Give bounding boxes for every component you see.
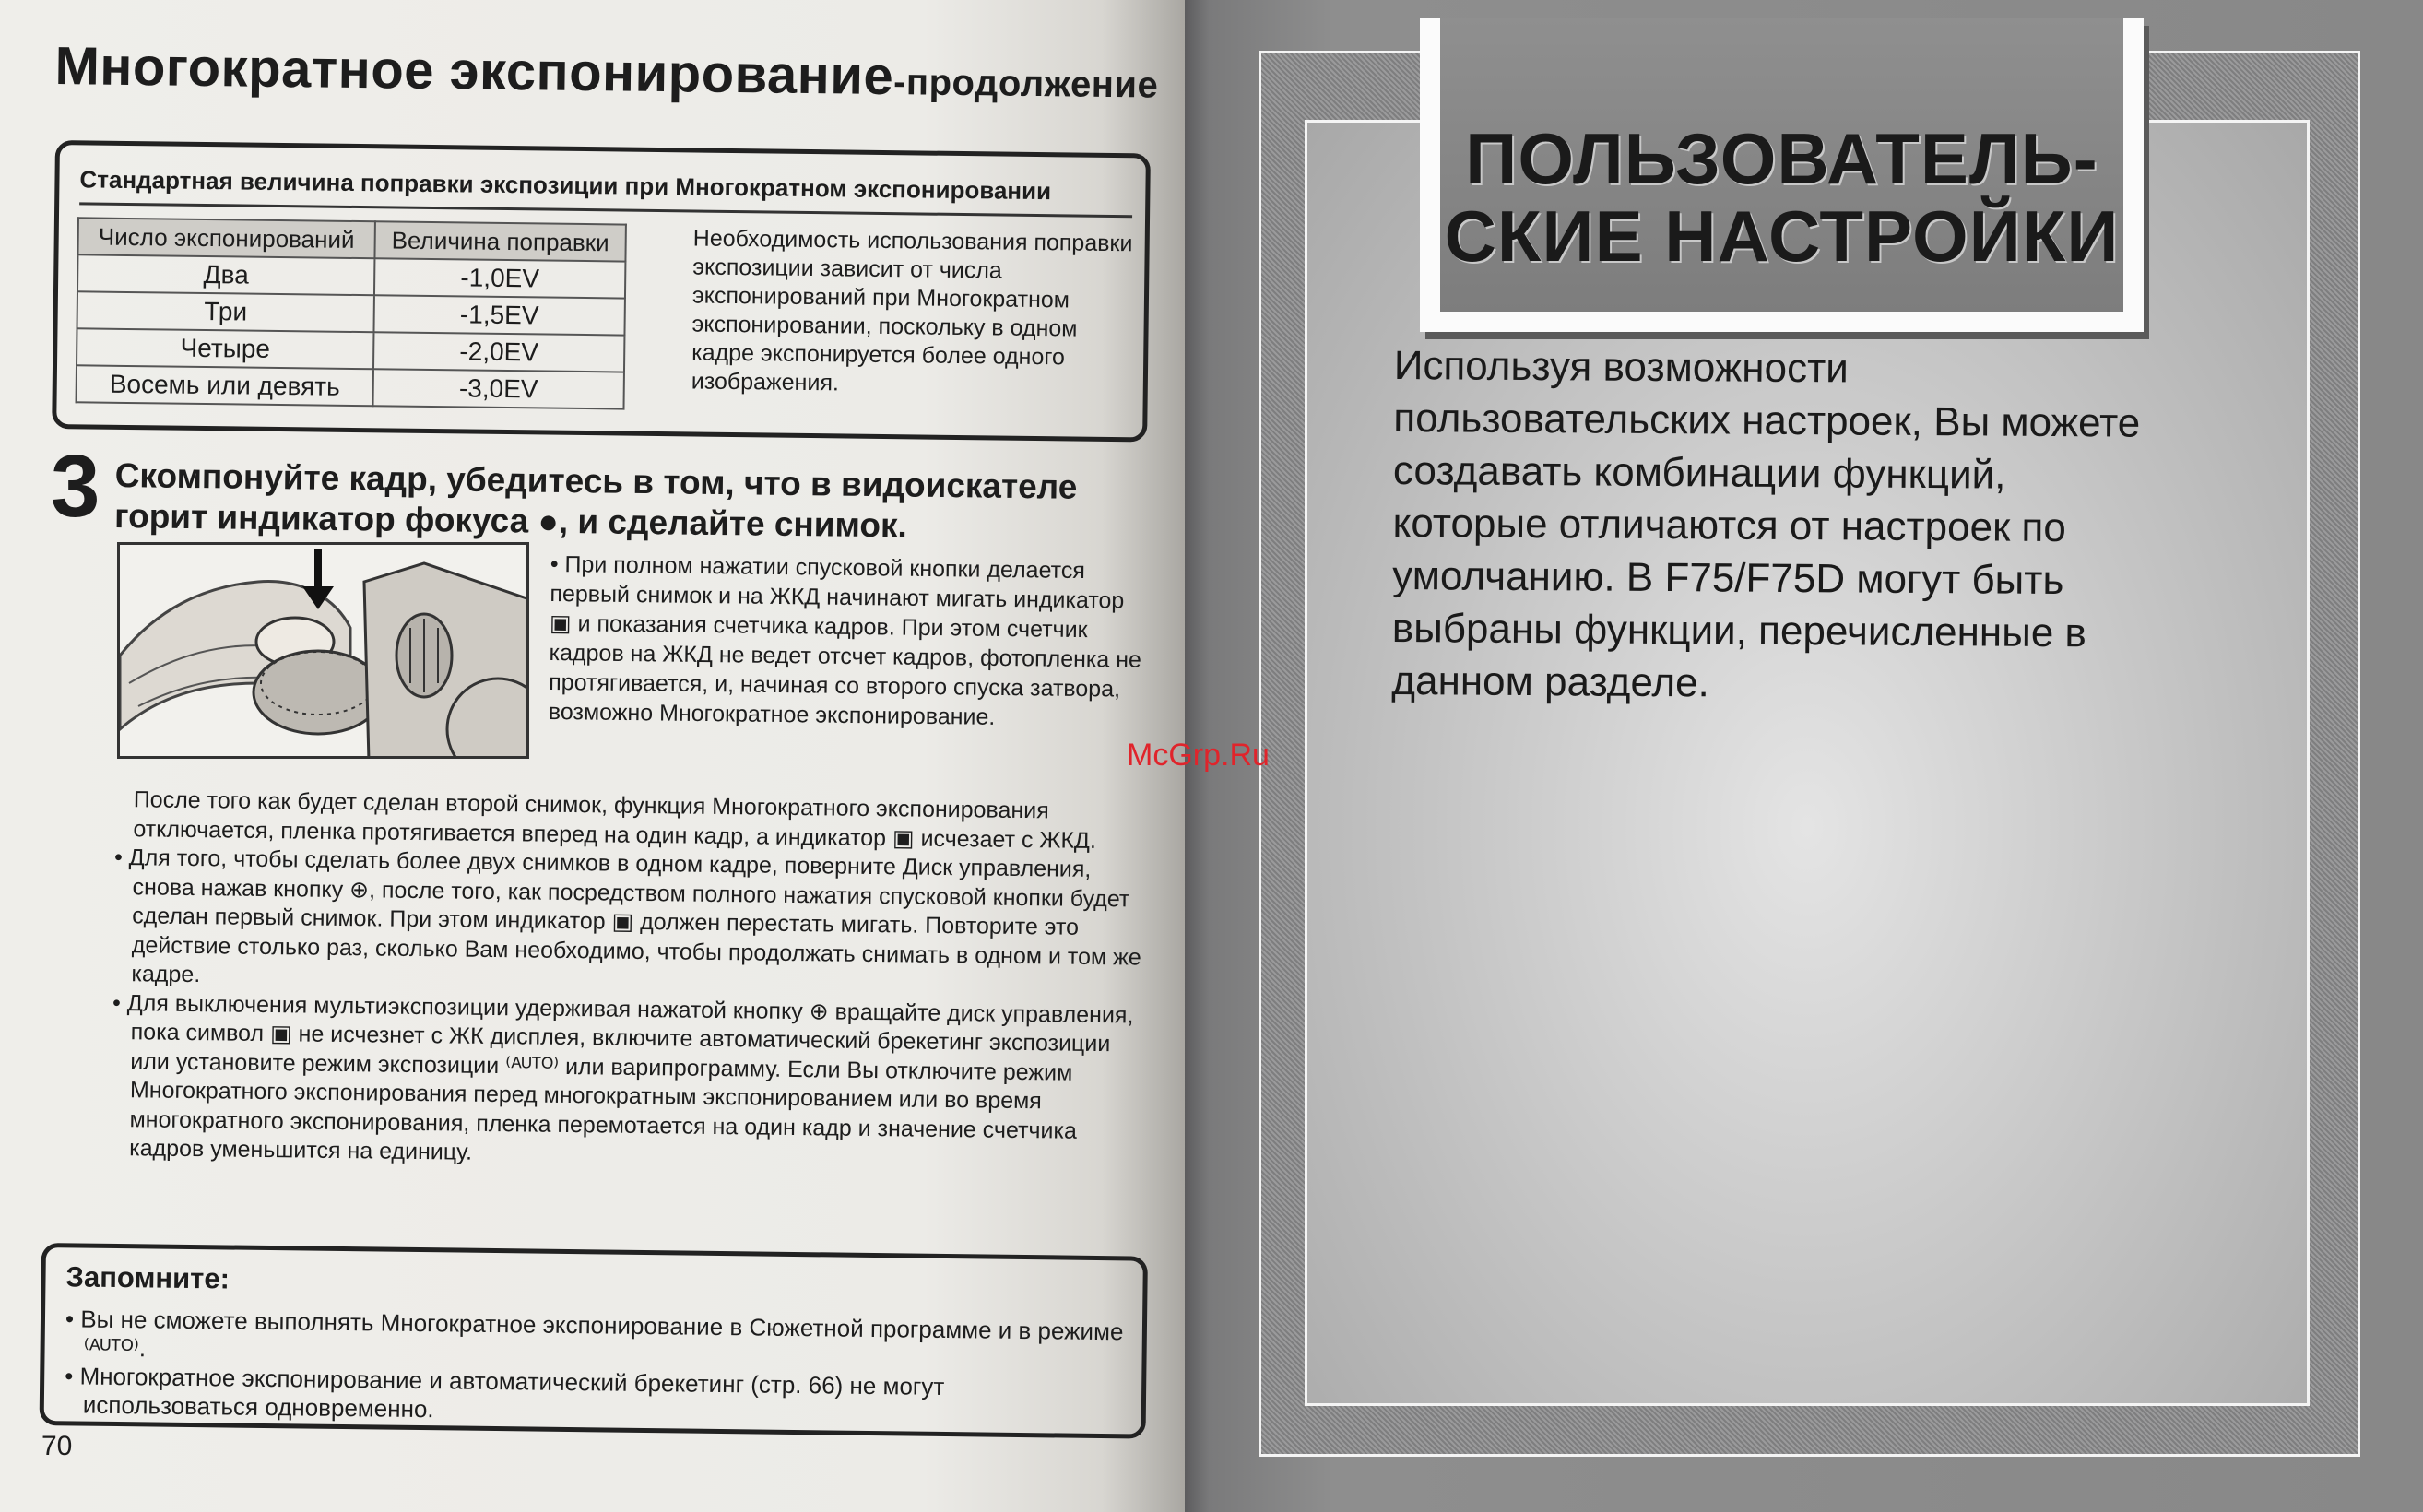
table-cell: Три xyxy=(77,291,374,332)
step-bullet-first-shot: • При полном нажатии спусковой кнопки делается первый снимок и на ЖКД начинают мигать индикатор ▣ и показания счетчика кадров. При этом счетчик кадров на ЖКД не ведет отсчет кадров, фотопленка не протягивается, и, начиная со второго спуска затвора, возможно Многократное экспонирование. xyxy=(548,550,1142,730)
remember-title: Запомните: xyxy=(65,1260,230,1295)
page-title-main: Многократное экспонирование xyxy=(54,35,894,107)
section-title-line: СКИЕ НАСТРОЙКИ xyxy=(1444,195,2120,277)
page-title xyxy=(54,35,1159,111)
page-title-continued: -продолжение xyxy=(892,62,1159,106)
right-page xyxy=(1185,0,2423,1512)
left-page xyxy=(0,0,1185,1512)
section-title xyxy=(1440,120,2123,275)
paragraph-second-shot: После того как будет сделан второй снимок, функция Многократного экспонирования отключается, пленка протягивается вперед на один кадр, а индикатор ▣ исчезает с ЖКД. xyxy=(133,786,1097,854)
watermark: McGrp.Ru xyxy=(1127,738,1270,773)
step-heading: Скомпонуйте кадр, убедитесь в том, что в видоискателе горит индикатор фокуса ●, и сделайте снимок. xyxy=(113,455,1078,545)
list-item: • Вы не сможете выполнять Многократное экспонирование в Сюжетной программе и в режиме ⁽ᴬᵁᵀᴼ⁾. xyxy=(65,1305,1124,1363)
step-number: 3 xyxy=(51,437,100,536)
table-cell: -2,0EV xyxy=(373,332,624,372)
shutter-button-illustration xyxy=(117,542,529,759)
column-header: Величина поправки xyxy=(374,221,625,261)
step-body xyxy=(111,786,1157,1175)
section-title-tab xyxy=(1420,18,2144,332)
table-cell: -1,0EV xyxy=(374,258,625,298)
column-header: Число экспонирований xyxy=(77,218,374,258)
table-cell: Два xyxy=(77,254,374,295)
bullet-more-shots: • Для того, чтобы сделать более двух снимков в одном кадре, поверните Диск управления, снова нажав кнопку ⊕, после того, как посредством полного нажатия спусковой кнопки будет сделан первый снимок. При этом индикатор ▣ должен перестать мигать. Повторите это действие столько раз, сколько Вам необходимо, чтобы продолжать снимать в одном и том же кадре. xyxy=(113,844,1141,988)
remember-list xyxy=(65,1305,1126,1432)
camera-hand-drawing xyxy=(120,545,529,759)
exposure-correction-box xyxy=(52,140,1151,442)
table-cell: -1,5EV xyxy=(373,295,624,335)
exposure-correction-box-title: Стандартная величина поправки экспозиции при Многократном экспонировании xyxy=(79,165,1052,206)
table-cell: Четыре xyxy=(77,328,373,369)
section-title-panel xyxy=(1440,18,2123,312)
table-cell: Восемь или девять xyxy=(77,365,373,406)
exposure-correction-table xyxy=(76,217,627,409)
list-item: • Многократное экспонирование и автоматический брекетинг (стр. 66) не могут использоваться одновременно. xyxy=(65,1362,945,1423)
exposure-correction-note: Необходимость использования поправки экспозиции зависит от числа экспонирований при Многократном экспонировании, поскольку в одном кадре экспонируется более одного изображения. xyxy=(691,225,1133,396)
section-title-line: ПОЛЬЗОВАТЕЛЬ- xyxy=(1465,118,2098,199)
table-cell: -3,0EV xyxy=(373,369,624,408)
bullet-disable-multi: • Для выключения мультиэкспозиции удерживая нажатой кнопку ⊕ вращайте диск управления, пока символ ▣ не исчезнет с ЖК дисплея, включите автоматический брекетинг экспозиции или установите режим экспозиции ⁽ᴬᵁᵀᴼ⁾ или варипрограмму. Если Вы отключите режим Многократного экспонирования перед многократным экспонированием или во время многократного экспонирования, пленка перемотается на один кадр и значение счетчика кадров уменьшится на единицу. xyxy=(112,989,1134,1165)
table-row xyxy=(77,365,624,408)
remember-box xyxy=(40,1243,1148,1439)
page-number: 70 xyxy=(41,1431,73,1461)
section-intro-text: Используя возможности пользовательских настроек, Вы можете создавать комбинации функций, которые отличаются от настроек по умолчанию. В F75/F75D могут быть выбраны функции, перечисленные в данном разделе. xyxy=(1391,342,2141,706)
